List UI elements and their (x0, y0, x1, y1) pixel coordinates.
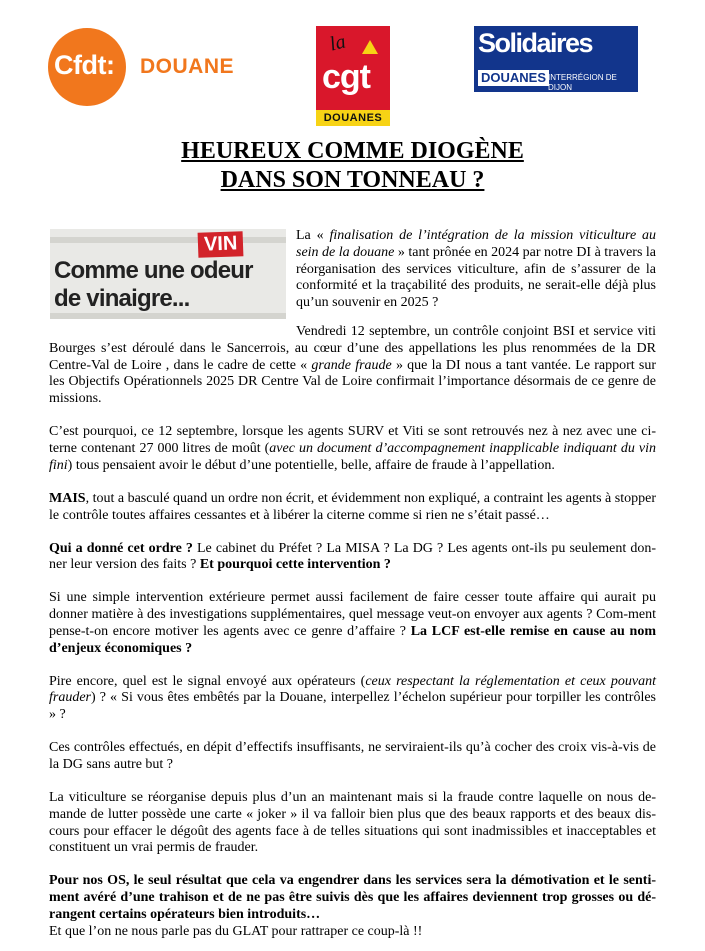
paragraph-controls: Ces contrôles effectués, en dépit d’effectifs insuffisants, ne serviraient-ils qu’à cocher des croix vis-à-vis de la DG sans autre but ? (49, 740, 656, 773)
page-title (0, 137, 705, 195)
paragraph-control: Vendredi 12 septembre, un contrôle conjoint BSI et service viti Bourges s’est déroulé dans le Sancerrois, au cœur d’une des appellations les plus renommées de la DR Centre-Val de Loire , dans le cadre de cette « grande fraude » que la DI nous a tant vantée. Le rapport sur les Objectifs Opérationnels 2025 DR Centre Val de Loire confirmait l’importance désormais de ce genre de missions. (49, 324, 656, 407)
image-headline-line-2: de vinaigre... (54, 285, 190, 312)
solidaires-logo-sub: DOUANES (478, 70, 549, 86)
cgt-logo-name: cgt (322, 58, 370, 96)
paragraph-mais: MAIS, tout a basculé quand un ordre non écrit, et évidemment non expliqué, a contraint les agents à stopper le contrôle toutes affaires cessantes et à libérer la citerne comme si rien ne s’était passé… (49, 490, 656, 523)
paragraph-cistern: C’est pourquoi, ce 12 septembre, lorsque les agents SURV et Viti se sont retrouvés nez à nez avec une ci-terne contenant 27 000 litres de moût (avec un document d’accompagnement inapplicable indiquant du vin fini) tous pensaient avoir le début d’une potentielle, belle, affaire de fraude à l’appellation. (49, 424, 656, 473)
title-line-1: HEUREUX COMME DIOGÈNE (181, 138, 524, 164)
cfdt-logo-sub: DOUANE (140, 55, 235, 78)
cgt-star-icon (362, 40, 378, 54)
solidaires-logo-region: INTERRÉGION DE DIJON (548, 73, 617, 92)
paragraph-who-ordered: Qui a donné cet ordre ? Le cabinet du Préfet ? La MISA ? La DG ? Les agents ont-ils pu seulement don-ner leur version des faits ? Et pourquoi cette intervention ? (49, 540, 657, 573)
paragraph-intro: La « finalisation de l’intégration de la mission viticulture au sein de la douane » tant prônée en 2024 par notre DI à travers la réorganisation des services viticulture, afin de s’assurer de la conformité et la traçabilité des produits, ne serait-elle déjà plus qu’un souvenir en 2025 ? (296, 228, 657, 311)
paragraph-message: Si une simple intervention extérieure permet aussi facilement de faire cesser toute affaire qui aurait pu donner matière à des investigations supplémentaires, quel message veut-on envoyer aux agents ? Com-ment pense-t-on encore motiver les agents avec ce genre d’affaire ? La LCF est-elle remise en cause au nom d’enjeux économiques ? (49, 590, 656, 656)
solidaires-logo-name: Solidaires (478, 28, 593, 58)
vin-headline-image (50, 229, 286, 319)
vin-badge: VIN (198, 231, 244, 258)
paragraph-glat: Et que l’on ne nous parle pas du GLAT pour rattraper ce coup-là !! (49, 923, 423, 939)
image-texture (50, 313, 286, 319)
cgt-logo-la: la (327, 30, 348, 56)
cgt-logo-sub: DOUANES (316, 110, 390, 126)
image-texture (50, 237, 286, 243)
paragraph-conclusion: Pour nos OS, le seul résultat que cela va engendrer dans les services sera la démotivation et le senti-ment avéré d’une trahison et de ne pas être suivis dès que les affaires deviennent trop grosses ou dé-rangent certains opérateurs bien introduits… (49, 873, 656, 923)
article-body (49, 324, 656, 941)
paragraph-viticulture: La viticulture se réorganise depuis plus d’un an maintenant mais si la fraude contre laquelle on nous de-mande de lutter possède une carte « joker » il va falloir bien plus que des beaux rapports et des beaux dis-cours pour effacer le dégoût des agents face à de telles situations qui sont inadmissibles et inacceptables et constituent un vrai permis de frauder. (49, 790, 656, 856)
paragraph-signal: Pire encore, quel est le signal envoyé aux opérateurs (ceux respectant la réglementation et ceux pouvant frauder) ? « Si vous êtes embêtés par la Douane, interpellez l’échelon supérieur pour torpiller les contrôles » ? (49, 673, 657, 723)
solidaires-douanes-logo (474, 26, 638, 92)
cfdt-douane-logo (48, 28, 235, 106)
title-line-2: DANS SON TONNEAU ? (220, 167, 485, 193)
cfdt-logo-name: Cfdt: (54, 50, 115, 80)
image-headline-line-1: Comme une odeur (54, 257, 253, 284)
cgt-douanes-logo (316, 26, 390, 126)
